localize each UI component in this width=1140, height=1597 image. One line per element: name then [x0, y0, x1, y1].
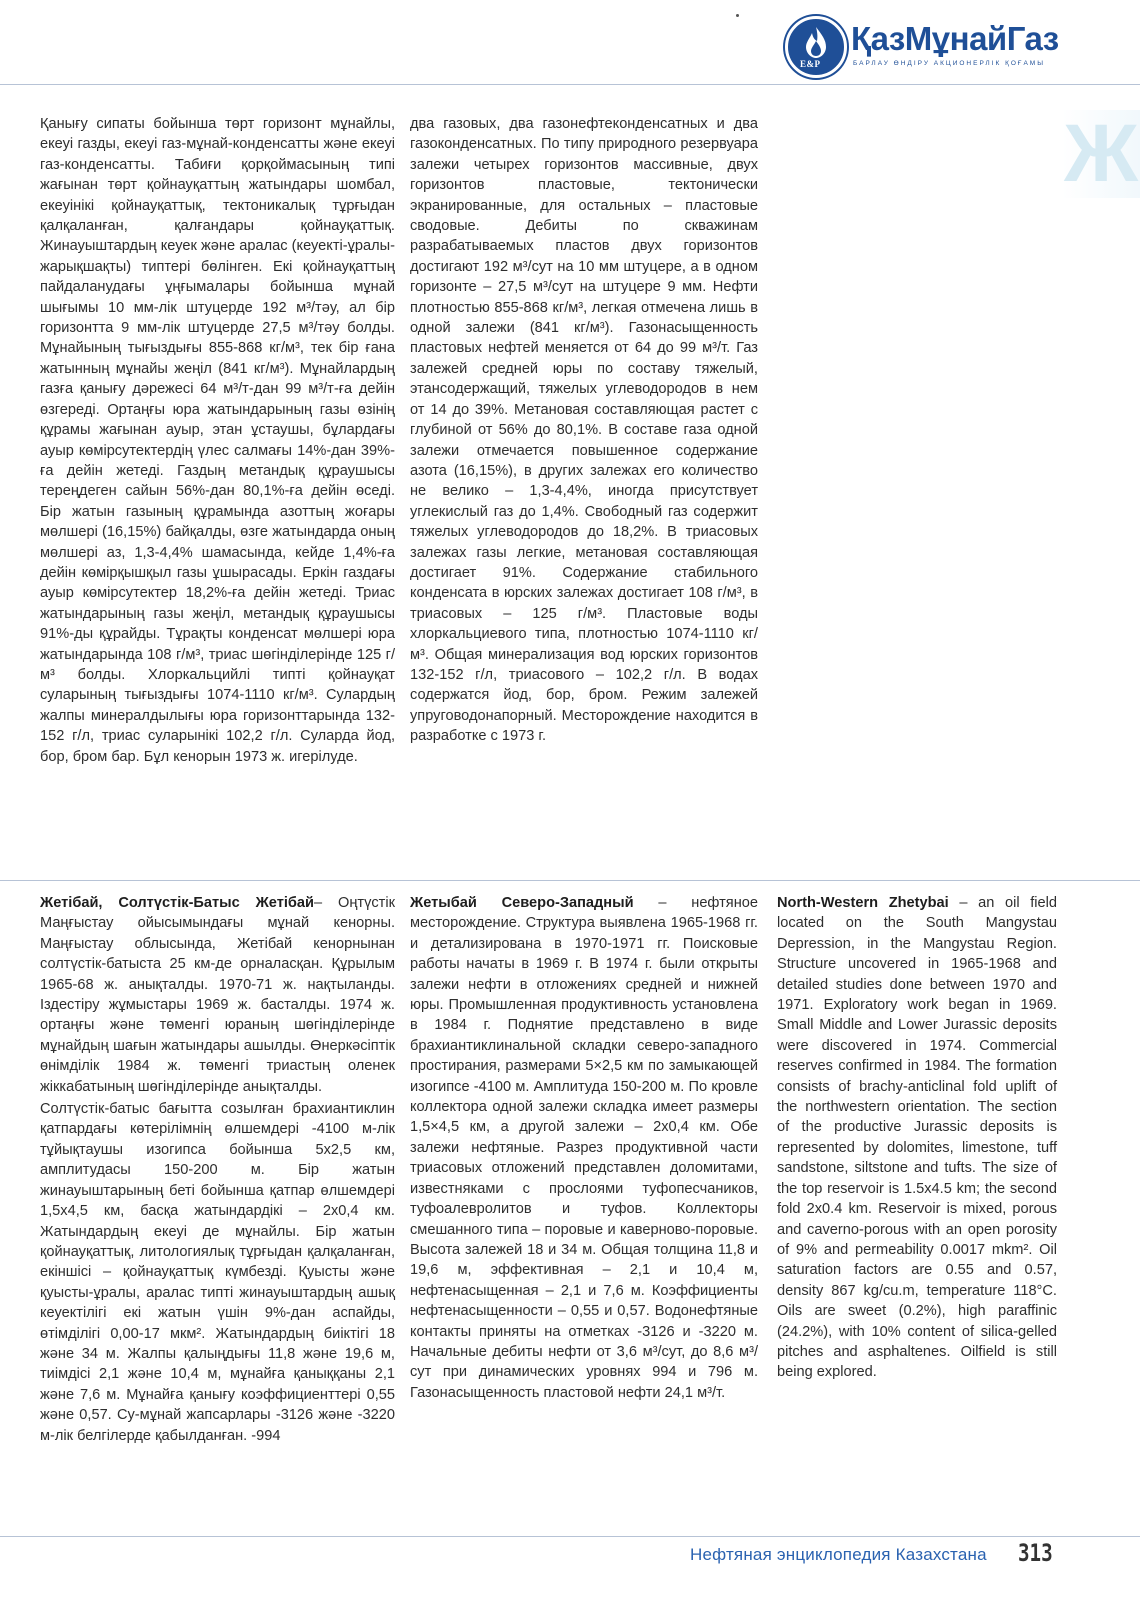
section-letter-tab: Ж: [1063, 110, 1139, 198]
logo-ep-label: E&P: [800, 59, 821, 69]
eng-entry-text: – an oil field located on the South Mangystau Depression, in the Mangystau Region. Structure uncovered in 1965-1968 and detailed studies done between 1970 and 1971. Exploratory work began in 1969. Small Middle and Lower Jurassic deposits were discovered in 1974. Commercial reserves confirmed in 1984. The formation consists of brachy-anticlinal fold uplift of the northwestern orientation. The section of the productive Jurassic deposits is represented by dolomites, limestone, tuff sandstone, siltstone and tufts. The size of the top reservoir is 1.5x4.5 km; the second fold 2x0.4 km. Reservoir is mixed, porous and caverno-porous with an open porosity of 9% and permeability 0.0017 mkm². Oil saturation factors are 0.55 and 0.57, density 867 kg/cu.m, temperature 118°C. Oils are sweet (0.2%), high paraffinic (24.2%), with 10% content of silica-gelled pitches and asphaltenes. Oilfield is still being explored.: [777, 895, 1057, 1381]
rus-entry-column: [410, 893, 758, 1403]
book-title: Нефтяная энциклопедия Казахстана: [690, 1545, 987, 1564]
kazmunaigaz-logo: [785, 14, 1075, 76]
kaz-entry-column: [40, 893, 395, 1446]
speck: [736, 14, 739, 17]
eng-entry-column: [777, 893, 1057, 1383]
logo-emblem: [785, 16, 847, 78]
rus-continuation-column: [410, 114, 758, 747]
header-divider: [0, 84, 1140, 85]
rus-continuation-text: два газовых, два газонефтеконденсатных и два газоконденсатных. По типу природного резервуара залежи четырех горизонтов массивные, двух горизонтов пластовые, тектонически экранированные, для остальных – пластовые сводовые. Дебиты по скважинам разрабатываемых пластов двух горизонтов достигают 192 м³/сут на 10 мм штуцере, а в одном горизонте – 27,5 м³/сут на штуцере 9 мм. Нефти плотностью 855-868 кг/м³, легкая отмечена лишь в одной залежи (841 кг/м³). Газонасыщенность пластовых нефтей меняется от 64 до 99 м³/т. Газ залежей средней юры по составу тяжелый, этансодержащий, тяжелых углеводородов в нем от 14 до 39%. Метановая составляющая растет с глубиной от 56% до 80,1%. В составе газа одной залежи отмечается повышенное содержание азота (16,15%), в других залежах его количество не велико – 1,3-4,4%, иногда присутствует углекислый газ до 1,4%. Свободный газ содержит тяжелых углеводородов до 18,2%. В триасовых залежах газы легкие, метановая составляющая достигает 91%. Содержание стабильного конденсата в юрских залежах достигает 108 г/м³, в триасовых – 125 г/м³. Пластовые воды хлоркальциевого типа, плотностью 1074-1110 кг/м³. Общая минерализация вод юрских горизонтов 132-152 г/л, триасового – 102,2 г/л. В водах содержатся йод, бор, бром. Режим залежей упруговодонапорный. Месторождение находится в разработке с 1973 г.: [410, 116, 758, 745]
page-number: 313: [1018, 1539, 1053, 1567]
kaz-entry-heading: Жетібай, Солтүстік-Батыс Жетібай: [40, 895, 315, 911]
eng-entry-paragraph: [777, 893, 1057, 1383]
kaz-entry-paragraph-2: Солтүстік-батыс бағытта созылған брахиантиклин қатпардағы көтерілімнің өлшемдері -4100 м-лік тұйықтаушы изогипса бойынша 5х2,5 км, амплитудасы 150-200 м. Бір жатын жинауыштарының беті бойынша қатпар өлшемдері 1,5х4,5 км, басқа жатындардікі – 2х0,4 км. Жатындардың екеуі де мұнайлы. Бір жатын қойнауқаттық, литологиялық тұрғыдан қалқаланған, екіншісі – қойнауқаттық күмбезді. Қуысты және қуысты-ұралы, аралас типті жинауыштардың ашық кеуектілігі екі жатын үшін 9%-дан аспайды, өтімділігі 0,00-17 мкм². Жатындардың биіктігі 18 және 34 м. Жалпы қалыңдығы 11,8 және 19,6 м, тиімдісі 2,1 және 10,4 м, мұнайға қаныққаны 2,1 және 7,6 м. Мұнайға қанығу коэффициенттері 0,55 және 0,57. Су-мұнай жапсарлары -3126 және -3220 м-лік белгілерде қабылданған. -994: [40, 1101, 395, 1444]
section-divider: [0, 880, 1140, 881]
logo-tagline: БАРЛАУ ӨНДІРУ АКЦИОНЕРЛІК ҚОҒАМЫ: [853, 60, 1045, 67]
footer-divider: [0, 1536, 1140, 1537]
kaz-continuation-text: Қанығу сипаты бойынша төрт горизонт мұнайлы, екеуі газды, екеуі газ-мұнай-конденсатты және екеуі газ-конденсатты. Табиғи қорқоймасының типі жағынан төрт қойнауқаттың жатындары шомбал, екеуінікі қойнауқаттық, тектоникалық тұрғыдан қалқаланған, қалғандары қойнауқаттық. Жинауыштардың кеуек және аралас (кеуекті-ұралы-жарықшақты) типтері бөлінген. Екі қойнауқаттың пайдаланудағы ұңғымалары бойынша мұнай шығымы 10 мм-лік штуцерде 192 м³/тәу, ал бір горизонтта 9 мм-лік штуцерде 27,5 м³/тәу болды. Мұнайының тығыздығы 855-868 кг/м³, тек бір ғана жатынның мұнайы жеңіл (841 кг/м³). Мұнайлардың газға қанығу дәрежесі 64 м³/т-дан 99 м³/т-ға дейін өзгереді. Ортаңғы юра жатындарының газы өзінің құрамы жағынан ауыр, этан ұстаушы, бұлардағы ауыр көмірсутектердің үлес салмағы 14%-дан 39%-ға дейін жетеді. Газдың метандық құраушысы тереңдеген сайын 56%-дан 80,1%-ға дейін өседі. Бір жатын газының құрамында азоттың жоғары мөлшері (16,15%) байқалды, өзге жатындарда оның мөлшері аз, 1,3-4,4% шамасында, кейде 1,4%-ға дейін көмірқышқыл газы ұшырасады. Еркін газдағы ауыр көмірсутектер 18,2%-ға дейін жетеді. Триас жатындарының газы жеңіл, метандық құраушысы 91%-ды құрайды. Тұрақты конденсат мөлшері юра жатындарында 108 г/м³, триас шөгінділерінде 125 г/м³ болды. Хлоркальцийлі типті қойнауқат суларының тығыздығы 1074-1110 кг/м³. Сулардың жалпы минералдылығы юра горизонттарында 132-152 г/л, триас суларынікі 102,2 г/л. Суларда йод, бор, бром бар. Бұл кенорын 1973 ж. игерілуде.: [40, 116, 395, 765]
rus-entry-text: – нефтяное месторождение. Структура выявлена 1965-1968 гг. и детализирована в 1970-1971 гг. Поисковые работы начаты в 1969 г. В 1974 г. были открыты залежи нефти в отложениях средней и нижней юры. Промышленная продуктивность установлена в 1984 г. Поднятие представлено в виде брахиантиклинальной складки северо-западного простирания, размерами 5×2,5 км по замыкающей изогипсе -4100 м. Амплитуда 150-200 м. По кровле коллектора одной залежи складка имеет размеры 1,5×4,5 км, а другой залежи – 2х0,4 км. Обе залежи нефтяные. Разрез продуктивной части триасовых отложений представлен доломитами, известняками с прослоями туфопесчаников, туфоалевролитов и туфов. Коллекторы смешанного типа – поровые и каверново-поровые. Высота залежей 18 и 34 м. Общая толщина 11,8 и 19,6 м, эффективная – 2,1 и 10,4 м, нефтенасыщенная – 2,1 и 7,6 м. Коэффициенты нефтенасыщенности – 0,55 и 0,57. Водонефтяные контакты приняты на отметках -3126 и -3220 м. Начальные дебиты нефти от 3,6 м³/сут, до 8,6 м³/сут при динамических уровнях 994 и 796 м. Газонасыщенность пластовой нефти 24,1 м³/т.: [410, 895, 759, 1401]
rus-entry-heading: Жетыбай Северо-Западный: [410, 895, 634, 911]
kaz-entry-paragraph-1: [40, 893, 395, 1097]
logo-wordmark: ҚазМұнайГаз: [851, 20, 1059, 57]
kaz-entry-text-1: – Оңтүстік Маңғыстау ойысымындағы мұнай кенорны. Маңғыстау облысында, Жетібай кенорнынан солтүстік-батыста 25 км-де орналасқан. Құрылым 1965-68 ж. анықталды. 1970-71 ж. нақтыланды. Іздестіру жұмыстары 1969 ж. басталды. 1974 ж. ортаңғы және төменгі юраның шөгінділерінде мұнайдың шағын жатындары ашылды. Өнеркәсіптік өнімділік 1984 ж. төменгі триастың оленек жіккабатының шөгінділерінде анықталды.: [40, 895, 395, 1095]
rus-entry-paragraph: [410, 893, 758, 1403]
kaz-continuation-column: [40, 114, 395, 767]
eng-entry-heading: North-Western Zhetybai: [777, 895, 949, 911]
